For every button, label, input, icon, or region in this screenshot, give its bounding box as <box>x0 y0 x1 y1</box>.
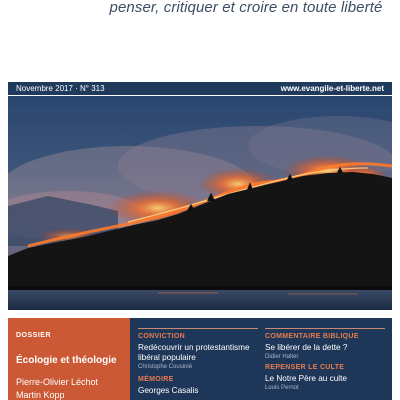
section-kicker: COMMENTAIRE BIBLIQUE <box>265 333 359 340</box>
divider <box>138 328 258 329</box>
dossier-panel[interactable] <box>8 318 130 400</box>
article-headline[interactable]: Le Notre Père au culte <box>265 374 347 383</box>
section-kicker: REPENSER LE CULTE <box>265 364 345 371</box>
issue-bar <box>8 82 392 95</box>
magazine-tagline: penser, critiquer et croire en toute liberté <box>109 0 383 16</box>
issue-date: Novembre 2017 · N° 313 <box>16 84 105 93</box>
article-byline: Christophe Cousinié <box>138 364 193 370</box>
section-kicker: MÉMOIRE <box>138 376 174 383</box>
cover-photo-wildfire <box>8 96 392 310</box>
section-kicker: CONVICTION <box>138 333 185 340</box>
divider <box>265 328 385 329</box>
article-headline[interactable]: Redécouvrir un protestantisme <box>138 343 250 352</box>
article-byline: Didier Halter <box>265 354 299 360</box>
article-headline[interactable]: Se libérer de la dette ? <box>265 343 348 352</box>
dossier-author: Martin Kopp <box>16 390 65 400</box>
dossier-author: Pierre-Olivier Léchot <box>16 377 99 387</box>
website-link[interactable]: www.evangile-et-liberte.net <box>280 84 384 93</box>
article-headline[interactable]: Georges Casalis <box>138 386 199 395</box>
article-headline[interactable]: libéral populaire <box>138 353 196 362</box>
contents-column <box>138 318 258 400</box>
dossier-title: Écologie et théologie <box>16 355 117 366</box>
dossier-kicker: DOSSIER <box>16 332 52 339</box>
article-byline: Louis Pernot <box>265 385 299 391</box>
contents-column <box>265 318 385 400</box>
table-of-contents <box>8 318 392 400</box>
